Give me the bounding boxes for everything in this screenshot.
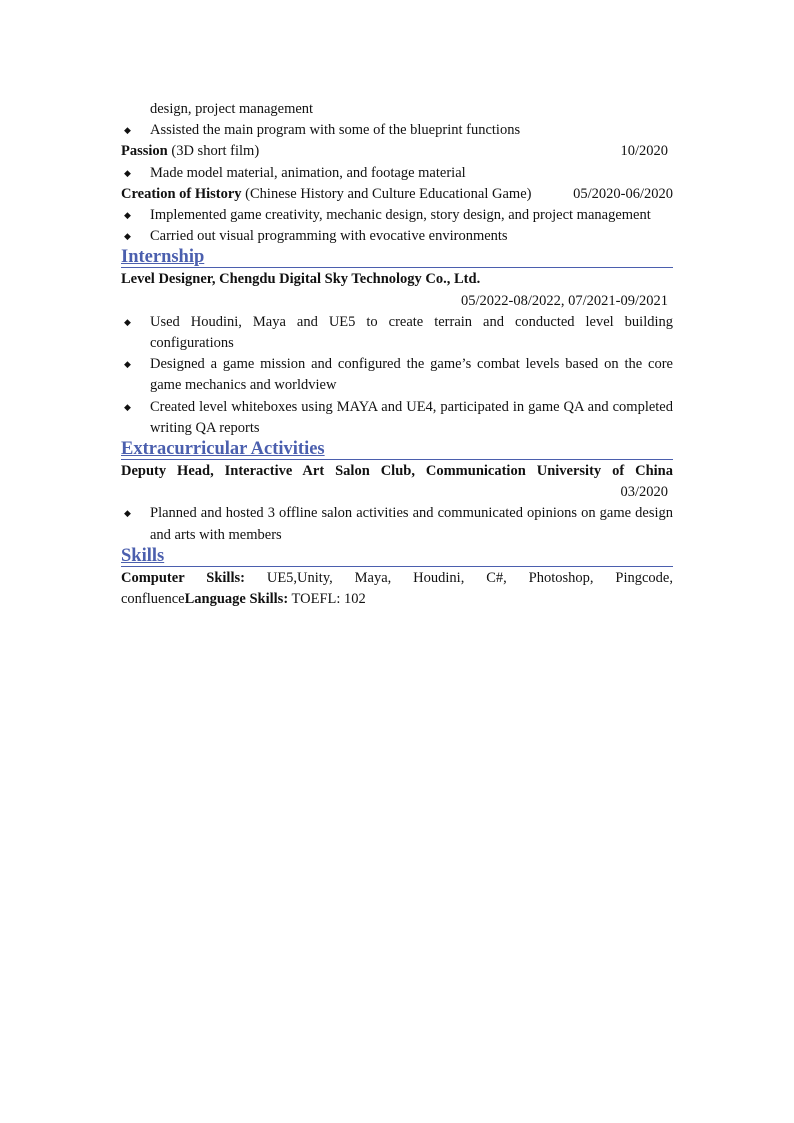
project-title: Passion: [121, 143, 168, 160]
resume-content: [121, 99, 673, 610]
activity-role: Deputy Head, Interactive Art Salon Club, Communication University of China: [121, 463, 673, 480]
computer-skills-value: UE5,Unity, Maya, Houdini, C#, Photoshop, Pingcode, confluence: [121, 569, 673, 608]
section-heading-skills: Skills: [121, 546, 673, 567]
activity-date: 03/2020: [620, 484, 668, 501]
project-date: 05/2020-06/2020: [573, 185, 673, 202]
bullet-item: ◆ Assisted the main program with some of the blueprint functions: [121, 120, 673, 141]
project-date: 10/2020: [620, 143, 668, 160]
job-role: Level Designer, Chengdu Digital Sky Technology Co., Ltd.: [121, 271, 481, 288]
bullet-item: ◆ Used Houdini, Maya and UE5 to create terrain and conducted level building configurations: [121, 312, 673, 354]
project-creation-header: [121, 184, 673, 205]
project-subtitle: (3D short film): [167, 143, 260, 160]
project-title: Creation of History: [121, 185, 242, 202]
language-skills-label: Language Skills:: [184, 591, 289, 608]
project-subtitle: (Chinese History and Culture Educational Game): [241, 185, 532, 202]
skills-text: [121, 568, 673, 610]
continued-line: design, project management: [150, 101, 314, 117]
bullet-item: ◆ Planned and hosted 3 offline salon activities and communicated opinions on game design and arts with members: [121, 503, 673, 545]
section-heading-extracurricular: Extracurricular Activities: [121, 439, 673, 460]
computer-skills-label: Computer Skills:: [121, 569, 245, 586]
section-heading-internship: Internship: [121, 247, 673, 268]
bullet-item: ◆ Designed a game mission and configured the game’s combat levels based on the core game mechanics and worldview: [121, 354, 673, 396]
project-passion-header: [121, 141, 673, 162]
bullet-item: ◆ Created level whiteboxes using MAYA and UE4, participated in game QA and completed writing QA reports: [121, 397, 673, 439]
bullet-item: ◆ Carried out visual programming with evocative environments: [121, 226, 673, 247]
bullet-item: ◆ Made model material, animation, and footage material: [121, 163, 673, 184]
language-skills-value: TOEFL: 102: [288, 591, 366, 608]
job-dates: 05/2022-08/2022, 07/2021-09/2021: [460, 292, 668, 309]
bullet-item: ◆ Implemented game creativity, mechanic design, story design, and project management: [121, 205, 673, 226]
